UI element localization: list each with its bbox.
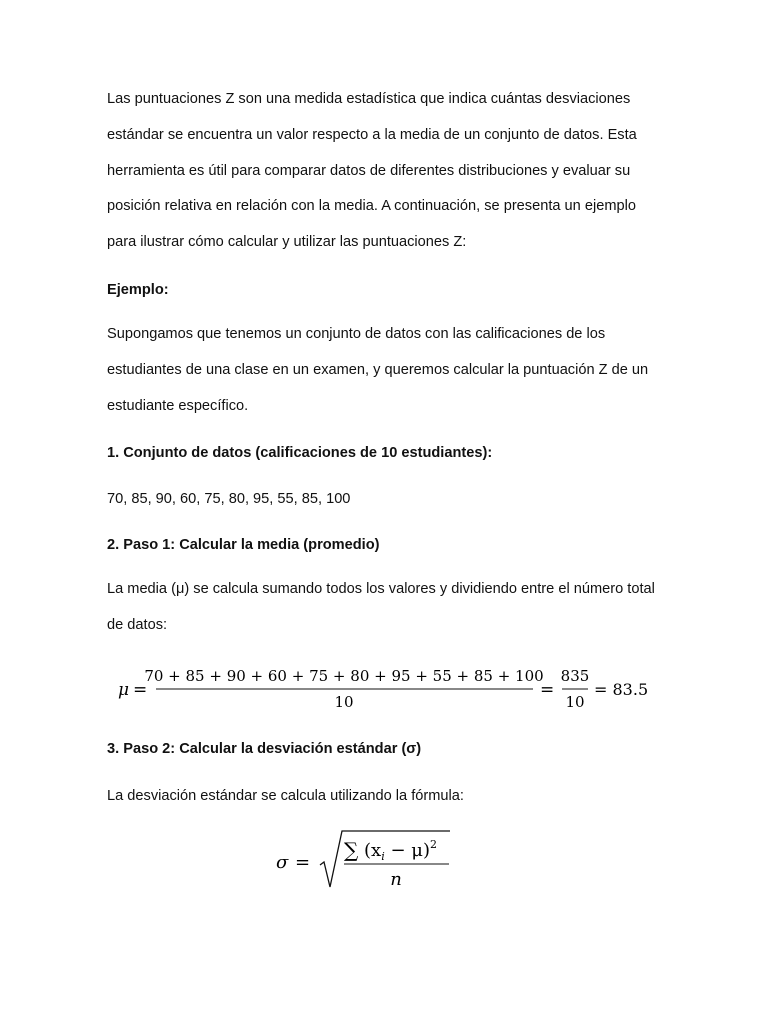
- mean-equals: =: [133, 680, 148, 700]
- std-exponent: 2: [429, 838, 437, 851]
- std-minus-mu: − μ): [384, 840, 430, 861]
- intro-paragraph: Las puntuaciones Z son una medida estadística que indica cuántas desviaciones estándar se encuentra un valor respecto a la media de un conjunto de datos. Esta herramienta es útil para comparar datos de diferentes distribuciones y evaluar su posición relativa en relación con la media. A continuación, se presenta un ejemplo para ilustrar cómo calcular y utilizar las puntuaciones Z:: [107, 91, 637, 251]
- section2-paragraph: La media (μ) se calcula sumando todos los valores y dividiendo entre el número total de datos:: [107, 581, 655, 633]
- example-heading: Ejemplo:: [107, 282, 169, 298]
- mean-result-numerator: 835: [560, 667, 590, 685]
- mean-result-denominator: 10: [565, 693, 585, 711]
- mean-equals-2: =: [540, 680, 555, 700]
- mean-symbol: μ: [118, 680, 130, 700]
- std-formula: [270, 825, 460, 895]
- mean-numerator: 70 + 85 + 90 + 60 + 75 + 80 + 95 + 55 + 85 + 100: [144, 667, 544, 685]
- section2-heading: 2. Paso 1: Calcular la media (promedio): [107, 537, 380, 553]
- std-equals: =: [295, 852, 311, 873]
- section1-heading: 1. Conjunto de datos (calificaciones de 10 estudiantes):: [107, 445, 493, 461]
- dataset-values: 70, 85, 90, 60, 75, 80, 95, 55, 85, 100: [107, 491, 351, 507]
- std-subscript: i: [381, 850, 385, 863]
- std-symbol: σ: [276, 852, 289, 873]
- mean-result: = 83.5: [594, 680, 649, 699]
- mean-denominator: 10: [334, 693, 354, 711]
- example-paragraph: Supongamos que tenemos un conjunto de datos con las calificaciones de los estudiantes de una clase en un examen, y queremos calcular la puntuación Z de un estudiante específico.: [107, 326, 649, 414]
- sum-symbol: ∑: [344, 838, 359, 862]
- std-numerator-body: [364, 838, 437, 863]
- mean-formula: [114, 660, 654, 720]
- section3-paragraph: La desviación estándar se calcula utilizando la fórmula:: [107, 788, 464, 804]
- std-numerator-open: (x: [364, 840, 382, 861]
- std-denominator: n: [390, 869, 402, 890]
- section3-heading: 3. Paso 2: Calcular la desviación estándar (σ): [107, 741, 422, 757]
